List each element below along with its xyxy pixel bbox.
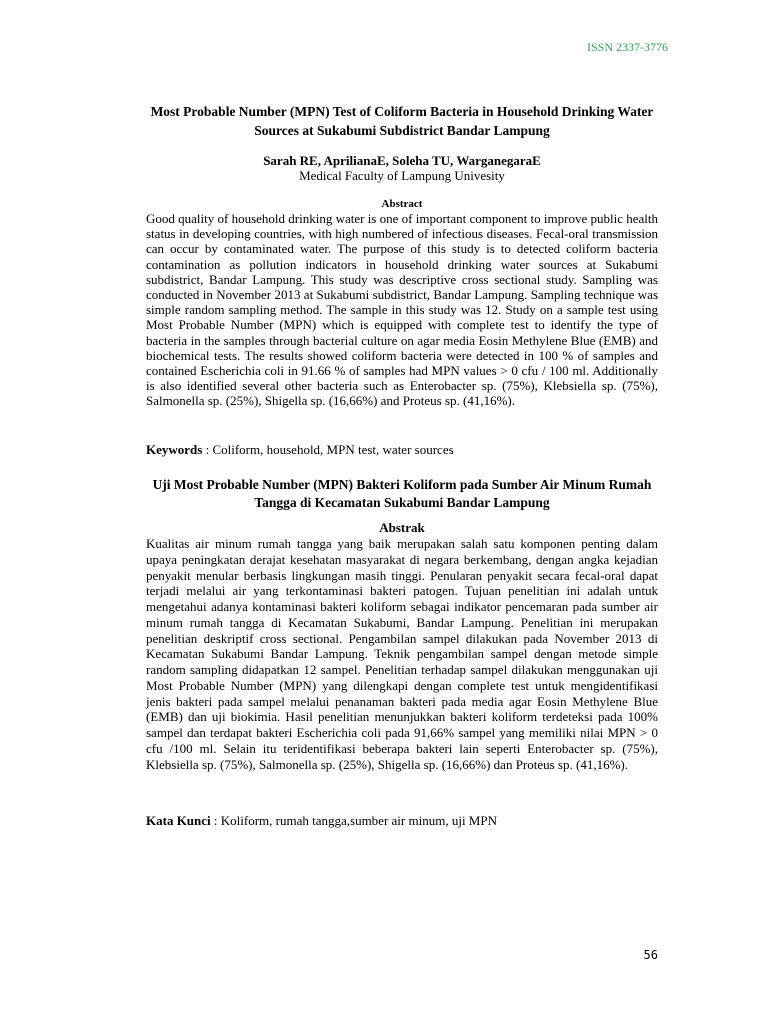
abstrak-heading: Abstrak xyxy=(379,520,425,535)
abstrak-text: Kualitas air minum rumah tangga yang baik merupakan salah satu komponen penting dalam upaya peningkatan derajat kesehatan masyarakat di negara berkembang, dengan angka kejadian penyakit menular berbasis lingkungan masih tinggi. Penularan penyakit secara fecal-oral dapat terjadi melalui air yang terkontaminasi bakteri patogen. Tujuan penelitian ini adalah untuk mengetahui adanya kontaminasi bakteri koliform sebagai indikator pencemaran pada sumber air minum rumah tangga di Kecamatan Sukabumi, Bandar Lampung. Penelitian ini merupakan penelitian deskriptif cross sectional. Pengambilan sampel dilakukan pada November 2013 di Kecamatan Sukabumi Bandar Lampung. Teknik pengambilan sampel dengan metode simple random sampling didapatkan 12 sampel. Penelitian terhadap sampel dilakukan menggunakan uji Most Probable Number (MPN) yang dilengkapi dengan complete test untuk mengidentifikasi jenis bakteri pada sampel melalui penanaman bakteri pada media agar Eosin Methylene Blue (EMB) dan uji biokimia. Hasil penelitian menunjukkan bakteri koliform terdeteksi pada 100% sampel dan terdapat bakteri Escherichia coli pada 91,66% sampel yang memiliki nilai MPN > 0 cfu /100 ml. Selain itu teridentifikasi beberapa bakteri lain seperti Enterobacter sp. (75%), Klebsiella sp. (75%), Salmonella sp. (25%), Shigella sp. (16,66%) dan Proteus sp. (41,16%). xyxy=(146,536,658,772)
page-number: 56 xyxy=(643,948,658,962)
keywords-line xyxy=(146,442,658,458)
author-affiliation: Medical Faculty of Lampung Univesity xyxy=(299,168,505,183)
paper-title: Most Probable Number (MPN) Test of Coliform Bacteria in Household Drinking Water Sources at Sukabumi Subdistrict Bandar Lampung xyxy=(150,104,654,138)
kata-kunci-line xyxy=(146,813,658,829)
paper-title-indonesian: Uji Most Probable Number (MPN) Bakteri Koliform pada Sumber Air Minum Rumah Tangga di Kecamatan Sukabumi Bandar Lampung xyxy=(152,477,652,510)
abstract-text: Good quality of household drinking water is one of important component to improve public health status in developing countries, with high numbered of infectious diseases. Fecal-oral transmission can occur by contaminated water. The purpose of this study is to detected coliform bacteria contamination as pollution indicators in household drinking water sources at Sukabumi subdistrict, Bandar Lampung. This study was descriptive cross sectional study. Sampling was conducted in November 2013 at Sukabumi subdistrict, Bandar Lampung. Sampling technique was simple random sampling method. The sample in this study was 12. Study on a sample test using Most Probable Number (MPN) which is equipped with complete test to identify the type of bacteria in the samples through bacterial culture on agar media Eosin Methylene Blue (EMB) and biochemical tests. The results showed coliform bacteria were detected in 100 % of samples and contained Escherichia coli in 91.66 % of samples had MPN values > 0 cfu / 100 ml. Additionally is also identified several other bacteria such as Enterobacter sp. (75%), Klebsiella sp. (75%), Salmonella sp. (25%), Shigella sp. (16,66%) and Proteus sp. (41,16%). xyxy=(146,211,658,409)
kata-kunci-text: : Koliform, rumah tangga,sumber air minum, uji MPN xyxy=(210,813,497,828)
author-list: Sarah RE, AprilianaE, Soleha TU, WarganegaraE xyxy=(263,153,541,168)
keywords-text: : Coliform, household, MPN test, water sources xyxy=(202,442,454,457)
keywords-label: Keywords xyxy=(146,442,203,457)
issn-label: ISSN 2337-3776 xyxy=(586,40,668,54)
abstract-heading: Abstract xyxy=(381,198,423,210)
kata-kunci-label: Kata Kunci xyxy=(146,813,211,828)
